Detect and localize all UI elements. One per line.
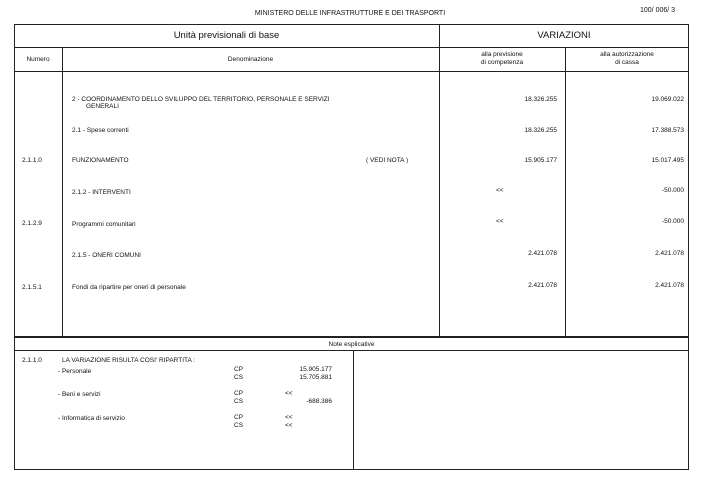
notes-item-type: CS <box>234 374 244 381</box>
header-divider <box>14 47 689 48</box>
notes-item-type: CP <box>234 366 244 373</box>
notes-item-type: CP <box>234 414 244 421</box>
row-note-ref: ( VEDI NOTA ) <box>366 157 409 164</box>
row-denomination: 2.1.5 - ONERI COMUNI <box>72 252 141 259</box>
notes-item-value: 15.705.881 <box>299 374 332 381</box>
row-cash: 17.388.573 <box>651 127 684 134</box>
notes-header: Note esplicative <box>328 341 375 348</box>
col-header-denomination: Denominazione <box>227 56 274 63</box>
row-denomination: FUNZIONAMENTO <box>72 157 129 164</box>
row-competence: 2.421.078 <box>528 282 557 289</box>
notes-item-value: << <box>285 414 293 421</box>
header-variations: VARIAZIONI <box>537 30 591 41</box>
row-denomination: 2.1 - Spese correnti <box>72 127 129 134</box>
row-cash: 2.421.078 <box>655 250 684 257</box>
row-number: 2.1.1.0 <box>22 157 42 164</box>
notes-item-value: << <box>285 390 293 397</box>
notes-item-value: << <box>285 422 293 429</box>
row-denomination: Fondi da ripartire per oneri di personale <box>72 284 186 291</box>
page-code: 100/ 006/ 3 <box>640 7 676 14</box>
row-denomination: Programmi comunitari <box>72 221 136 228</box>
row-competence: << <box>496 187 504 194</box>
row-competence: << <box>496 218 504 225</box>
row-competence: 18.326.255 <box>524 96 557 103</box>
row-competence: 2.421.078 <box>528 250 557 257</box>
notes-item-value: -688.386 <box>306 398 332 405</box>
row-denomination-cont: GENERALI <box>86 103 119 110</box>
notes-item-type: CS <box>234 422 244 429</box>
col-header-competence-2: di competenza <box>480 59 524 66</box>
row-number: 2.1.5.1 <box>22 284 42 291</box>
row-cash: 19.069.022 <box>651 96 684 103</box>
notes-item-type: CS <box>234 398 244 405</box>
col-divider-denomination <box>439 24 440 337</box>
notes-intro: LA VARIAZIONE RISULTA COSI' RIPARTITA : <box>62 357 196 364</box>
col-header-cash-1: alla autorizzazione <box>600 51 654 58</box>
row-cash: -50.000 <box>661 187 684 194</box>
notes-item-value: 15.905.177 <box>299 366 332 373</box>
notes-number: 2.1.1.0 <box>22 357 42 364</box>
col-header-number: Numero <box>26 56 50 63</box>
row-denomination: 2 - COORDINAMENTO DELLO SVILUPPO DEL TERRITORIO, PERSONALE E SERVIZI <box>72 96 330 103</box>
row-number: 2.1.2.9 <box>22 220 42 227</box>
notes-item-label: - Beni e servizi <box>58 391 101 398</box>
column-header-divider <box>14 71 689 72</box>
ministry-title: MINISTERO DELLE INFRASTRUTTURE E DEI TRASPORTI <box>254 10 446 17</box>
row-cash: 2.421.078 <box>655 282 684 289</box>
notes-column-divider <box>353 350 354 470</box>
row-competence: 15.905.177 <box>524 157 557 164</box>
notes-header-divider <box>14 350 689 351</box>
col-header-cash-2: di cassa <box>615 59 639 66</box>
notes-item-label: - Informatica di servizio <box>58 415 125 422</box>
row-cash: -50.000 <box>661 218 684 225</box>
col-divider-number <box>62 47 63 337</box>
row-cash: 15.017.495 <box>651 157 684 164</box>
header-upb: Unità previsionali di base <box>173 30 280 41</box>
notes-item-label: - Personale <box>58 368 92 375</box>
col-header-competence-1: alla previsione <box>481 51 523 58</box>
notes-item-type: CP <box>234 390 244 397</box>
row-competence: 18.326.255 <box>524 127 557 134</box>
row-denomination: 2.1.2 - INTERVENTI <box>72 189 131 196</box>
